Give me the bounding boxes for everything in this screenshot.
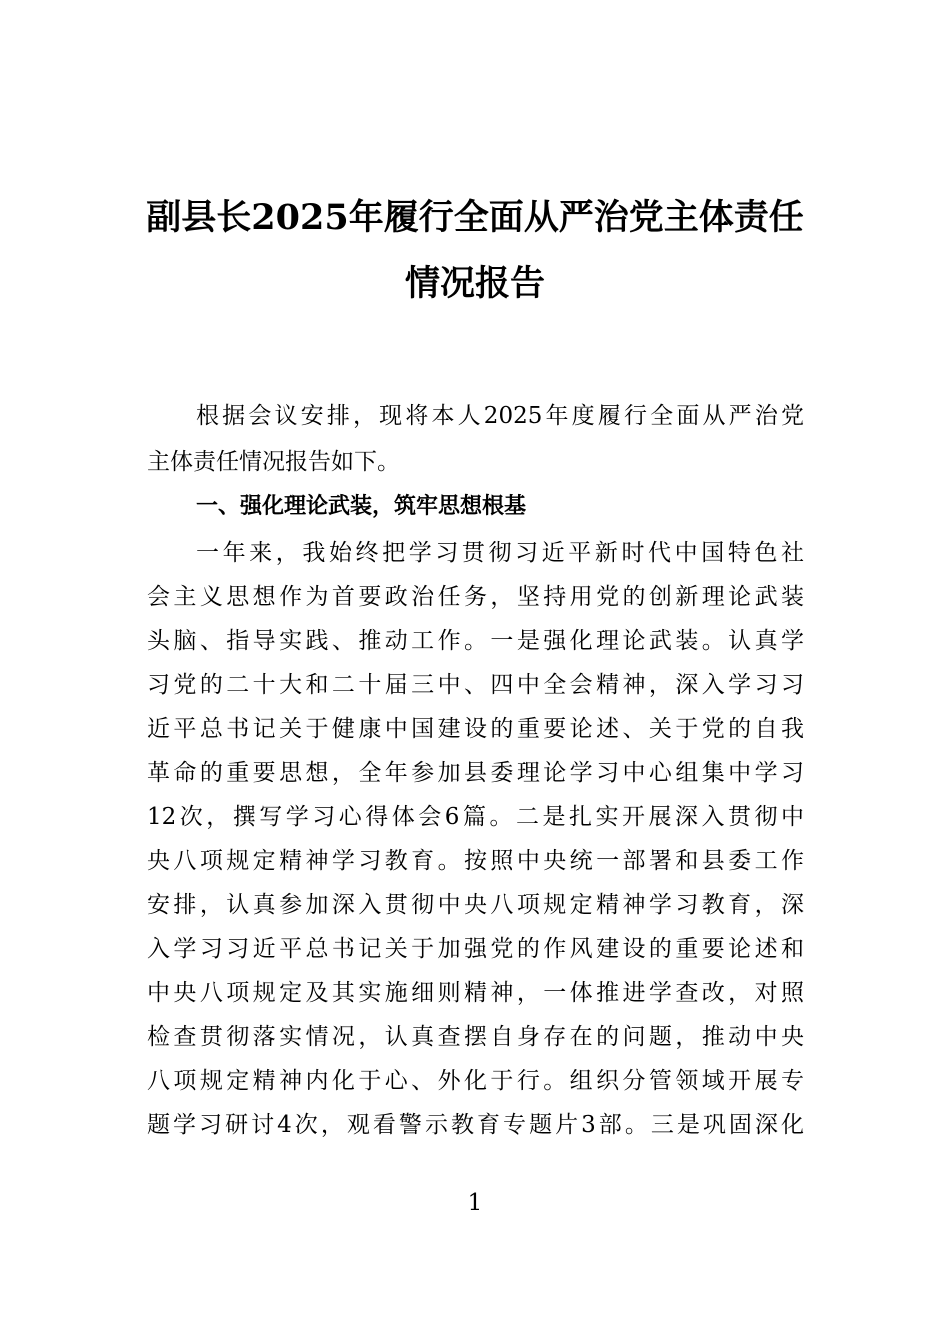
intro-line-1: 根据会议安排，现将本人2025年度履行全面从严治党 <box>196 403 804 429</box>
paragraph-line: 中央八项规定及其实施细则精神，一体推进学查改，对照 <box>147 980 804 1006</box>
section-heading-1: 一、强化理论武装，筑牢思想根基 <box>196 494 527 519</box>
paragraph-line: 安排，认真参加深入贯彻中央八项规定精神学习教育，深 <box>147 892 804 918</box>
paragraph-line: 会主义思想作为首要政治任务，坚持用党的创新理论武装 <box>147 584 804 610</box>
paragraph-line: 一年来，我始终把学习贯彻习近平新时代中国特色社 <box>196 540 804 566</box>
paragraph-line: 习党的二十大和二十届三中、四中全会精神，深入学习习 <box>147 672 804 698</box>
paragraph-line: 检查贯彻落实情况，认真查摆自身存在的问题，推动中央 <box>147 1024 804 1050</box>
paragraph-line: 八项规定精神内化于心、外化于行。组织分管领域开展专 <box>147 1068 804 1094</box>
page-number: 1 <box>467 1190 483 1216</box>
document-title-line-1: 副县长2025年履行全面从严治党主体责任 <box>146 197 804 238</box>
paragraph-line: 题学习研讨4次，观看警示教育专题片3部。三是巩固深化 <box>147 1112 804 1138</box>
paragraph-line: 革命的重要思想，全年参加县委理论学习中心组集中学习 <box>147 760 804 786</box>
paragraph-line: 12次，撰写学习心得体会6篇。二是扎实开展深入贯彻中 <box>147 804 804 830</box>
intro-line-2: 主体责任情况报告如下。 <box>147 449 400 475</box>
paragraph-line: 央八项规定精神学习教育。按照中央统一部署和县委工作 <box>147 848 804 874</box>
paragraph-line: 近平总书记关于健康中国建设的重要论述、关于党的自我 <box>147 716 804 742</box>
paragraph-line: 入学习习近平总书记关于加强党的作风建设的重要论述和 <box>147 936 804 962</box>
paragraph-line: 头脑、指导实践、推动工作。一是强化理论武装。认真学 <box>147 628 804 654</box>
document-title-line-2: 情况报告 <box>404 263 545 304</box>
